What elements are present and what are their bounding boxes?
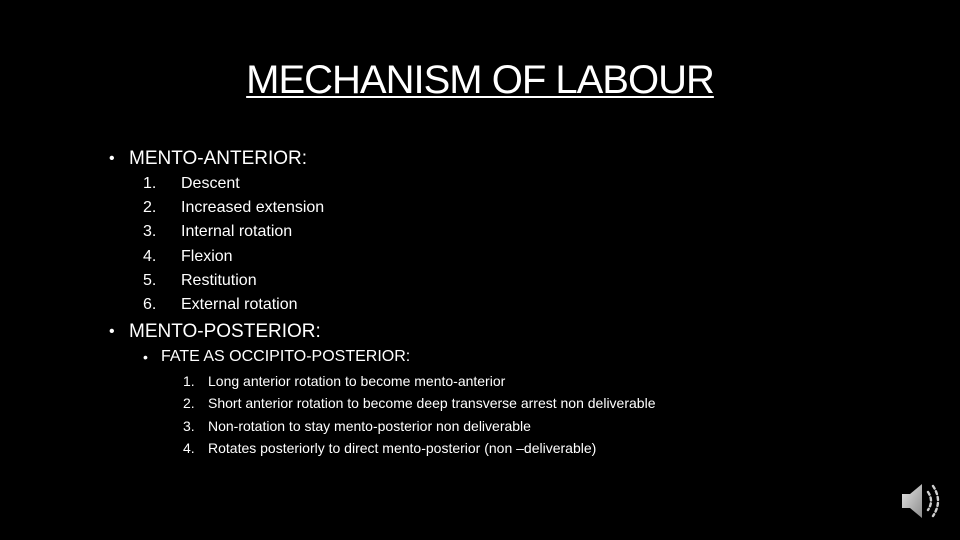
list-number: 4. — [143, 247, 157, 265]
list-number: 6. — [143, 296, 157, 314]
list-item — [143, 269, 324, 293]
list-item — [183, 437, 655, 459]
slide-title: MECHANISM OF LABOUR — [246, 58, 714, 102]
list-item — [143, 172, 324, 196]
list-text: External rotation — [181, 296, 298, 314]
list-text: Increased extension — [181, 199, 325, 217]
bullet: • — [109, 323, 115, 340]
list-item — [143, 293, 324, 317]
list-number: 4. — [183, 439, 195, 456]
section-heading: MENTO-ANTERIOR: — [129, 148, 308, 169]
list-text: Non-rotation to stay mento-posterior non deliverable — [208, 417, 531, 434]
bullet: • — [109, 150, 115, 167]
list-number: 1. — [183, 373, 195, 389]
list-item — [143, 196, 324, 220]
list-item — [183, 415, 655, 437]
list-item — [183, 370, 655, 392]
speaker-graphic — [898, 476, 948, 526]
list-number: 1. — [143, 175, 157, 192]
mento-posterior-list — [183, 370, 655, 459]
section-heading: MENTO-POSTERIOR: — [129, 321, 321, 342]
list-text: Long anterior rotation to become mento-anterior — [208, 373, 506, 389]
speaker-icon[interactable] — [898, 476, 948, 526]
list-number: 3. — [143, 223, 157, 241]
subsection-fate — [143, 346, 410, 368]
list-number: 3. — [183, 417, 195, 434]
list-text: Internal rotation — [181, 223, 293, 241]
section-mento-posterior — [109, 320, 321, 344]
bullet: • — [143, 349, 148, 365]
list-number: 2. — [183, 395, 195, 412]
list-text: Rotates posteriorly to direct mento-posterior (non –deliverable) — [208, 439, 597, 456]
list-text: Flexion — [181, 247, 233, 265]
speaker-body — [902, 484, 922, 518]
list-number: 5. — [143, 271, 157, 289]
sound-waves — [928, 486, 938, 516]
list-text: Restitution — [181, 271, 257, 289]
list-text: Short anterior rotation to become deep transverse arrest non deliverable — [208, 395, 656, 412]
list-item — [143, 220, 324, 244]
list-text: Descent — [181, 175, 240, 192]
subsection-heading: FATE AS OCCIPITO-POSTERIOR: — [161, 348, 411, 365]
list-item — [143, 245, 324, 269]
section-mento-anterior — [109, 147, 307, 171]
list-item — [183, 392, 655, 414]
list-number: 2. — [143, 199, 157, 217]
mento-anterior-list — [143, 172, 324, 317]
